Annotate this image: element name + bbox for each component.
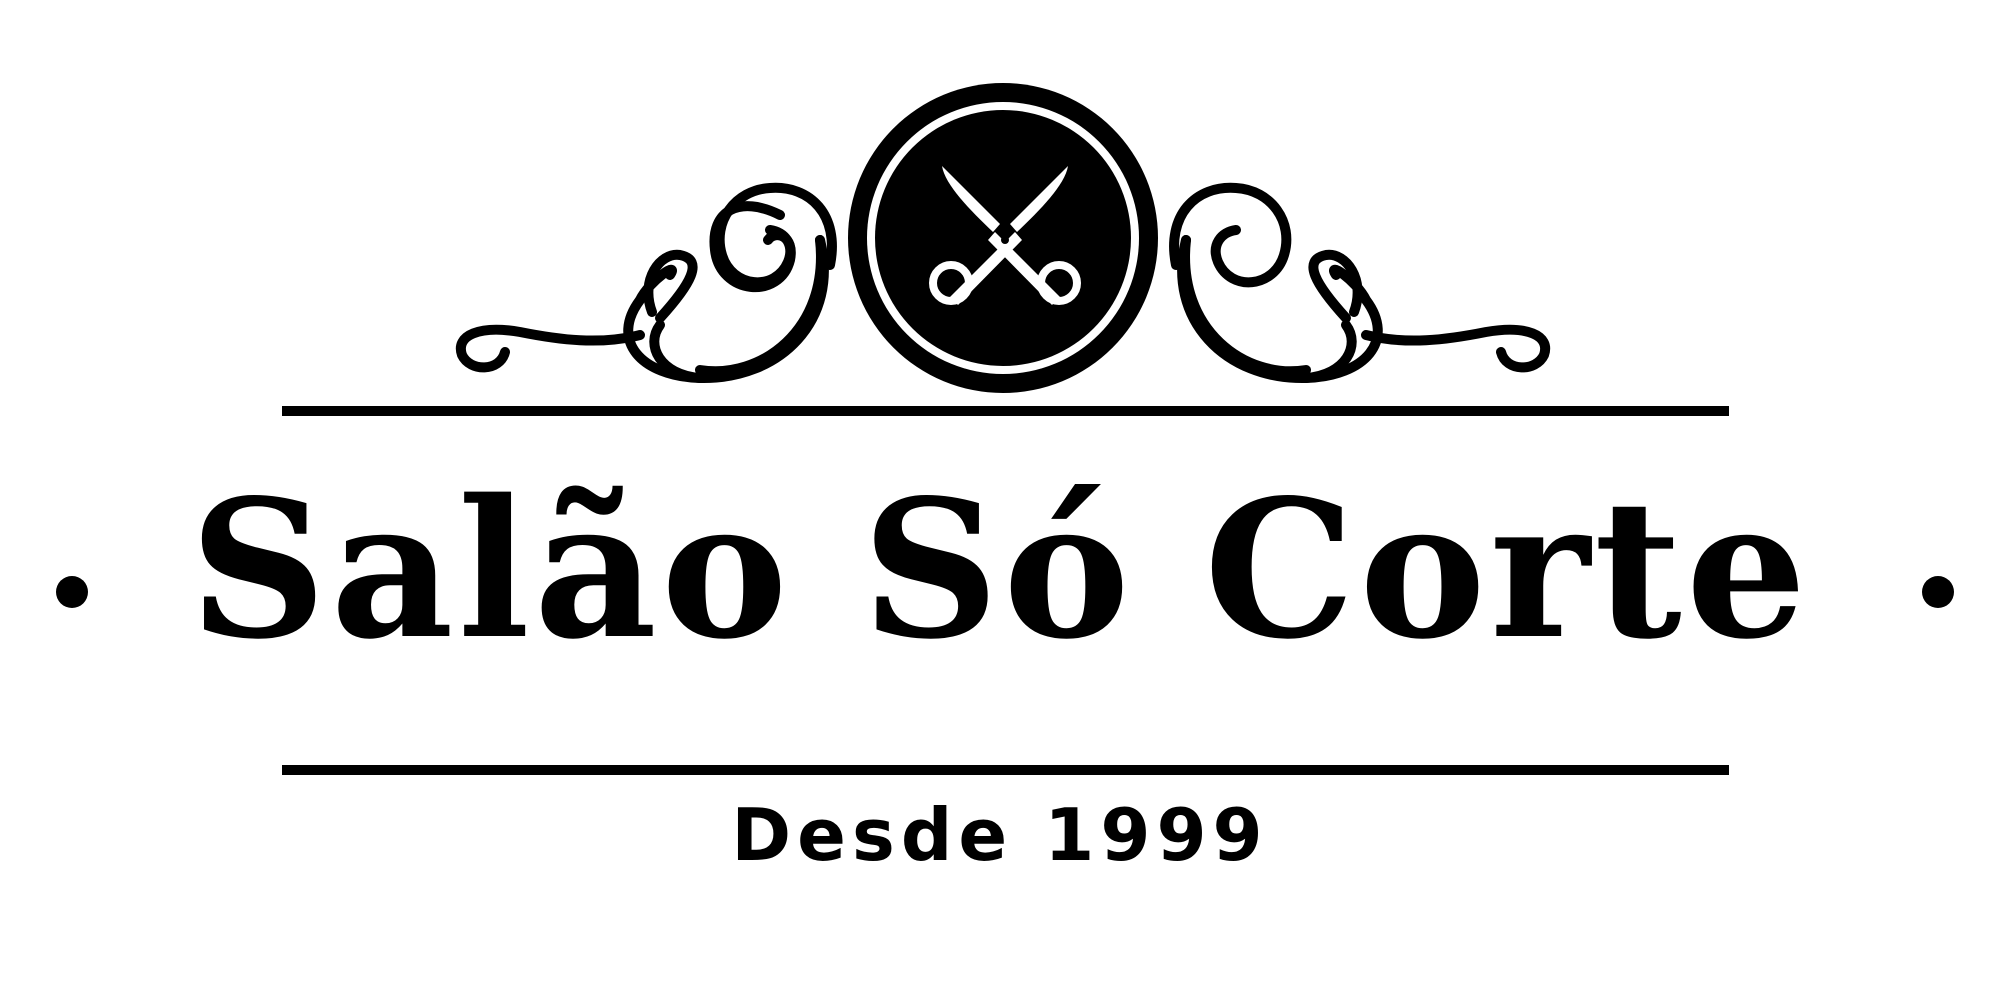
top-divider [282,406,1729,416]
right-flourish-ornament [1174,188,1545,378]
left-flourish-curl [720,188,832,283]
tagline: Desde 1999 [731,793,1269,877]
right-bullet-dot [1922,576,1954,608]
bottom-divider [282,765,1729,775]
brand-name: Salão Só Corte [189,458,1811,681]
